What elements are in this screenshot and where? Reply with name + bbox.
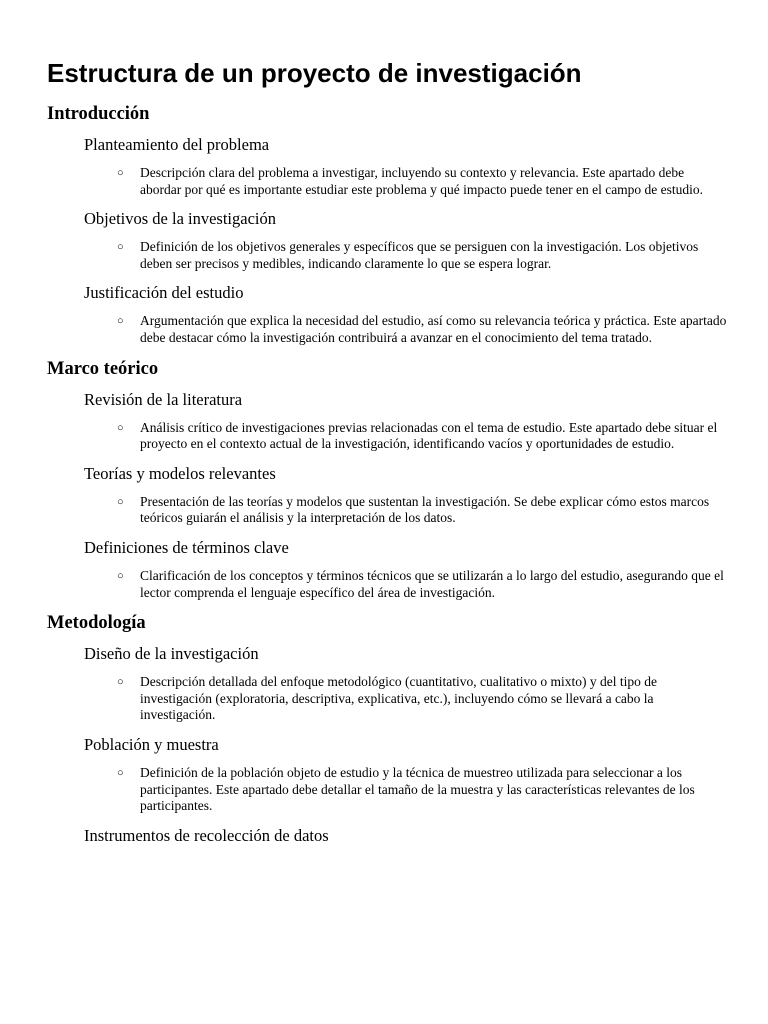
hollow-circle-bullet-icon: ○ (117, 676, 124, 689)
bullet-list (84, 494, 728, 527)
list-item (117, 165, 728, 198)
list-item-text: Definición de los objetivos generales y específicos que se persiguen con la investigación. Los objetivos deben ser precisos y medibles, indicando claramente lo que se espera lograr. (140, 239, 699, 271)
section-heading: Metodología (47, 613, 146, 634)
list-item (117, 493, 728, 527)
section-introduccion (47, 102, 728, 347)
subsection-revision-literatura (84, 389, 728, 453)
subsection-heading: Justificación del estudio (84, 283, 244, 303)
subsection-poblacion-muestra (84, 734, 728, 815)
subsection-heading: Instrumentos de recolección de datos (84, 825, 329, 845)
subsection-heading: Teorías y modelos relevantes (84, 463, 276, 483)
bullet-list (84, 568, 728, 601)
list-item-text: Descripción detallada del enfoque metodológico (cuantitativo, cualitativo o mixto) y del tipo de investigación (exploratoria, descriptiva, explicativa, etc.), incluyendo cómo se llevará a cabo la investigación. (140, 674, 657, 723)
hollow-circle-bullet-icon: ○ (117, 421, 124, 434)
subsection-planteamiento (84, 134, 728, 198)
subsection-heading: Población y muestra (84, 734, 219, 754)
hollow-circle-bullet-icon: ○ (117, 167, 124, 179)
bullet-list (84, 313, 728, 346)
list-item (117, 674, 728, 724)
subsection-heading: Objetivos de la investigación (84, 209, 276, 229)
section-metodologia (47, 611, 728, 847)
list-item (117, 313, 728, 346)
subsection-instrumentos (84, 825, 728, 847)
list-item (117, 764, 728, 815)
subsection-heading: Definiciones de términos clave (84, 537, 289, 557)
subsection-heading: Revisión de la literatura (84, 389, 243, 409)
subsection-heading: Planteamiento del problema (84, 135, 270, 154)
bullet-list (84, 165, 728, 198)
subsection-diseno (84, 643, 728, 724)
bullet-list (84, 420, 728, 453)
hollow-circle-bullet-icon: ○ (117, 241, 124, 254)
subsection-heading: Diseño de la investigación (84, 644, 259, 664)
list-item (117, 419, 728, 453)
list-item (117, 567, 728, 601)
hollow-circle-bullet-icon: ○ (117, 766, 124, 779)
subsection-objetivos (84, 208, 728, 272)
bullet-list (84, 674, 728, 724)
bullet-list (84, 765, 728, 815)
hollow-circle-bullet-icon: ○ (117, 495, 124, 508)
section-marco-teorico (47, 357, 728, 602)
section-heading: Marco teórico (47, 358, 159, 379)
list-item-text: Definición de la población objeto de estudio y la técnica de muestreo utilizada para seleccionar a los participantes. Este apartado debe detallar el tamaño de la muestra y las características relevantes de los participantes. (140, 764, 695, 814)
list-item-text: Argumentación que explica la necesidad del estudio, así como su relevancia teórica y práctica. Este apartado debe destacar cómo la investigación contribuirá a avanzar en el conocimiento del tema tratado. (140, 313, 727, 345)
list-item (117, 239, 728, 272)
list-item-text: Presentación de las teorías y modelos que sustentan la investigación. Se debe explicar cómo estos marcos teóricos guiarán el análisis y la interpretación de los datos. (140, 493, 710, 526)
document-title: Estructura de un proyecto de investigación (47, 58, 582, 88)
hollow-circle-bullet-icon: ○ (117, 315, 124, 328)
bullet-list (84, 239, 728, 272)
list-item-text: Análisis crítico de investigaciones previas relacionadas con el tema de estudio. Este apartado debe situar el proyecto en el contexto actual de la investigación, identificando vacíos y oportunidades de estudio. (140, 419, 718, 452)
subsection-definiciones (84, 537, 728, 601)
list-item-text: Descripción clara del problema a investigar, incluyendo su contexto y relevancia. Este apartado debe abordar por qué es importante estudiar este problema y qué impacto puede tener en el campo de estudio. (140, 165, 704, 197)
hollow-circle-bullet-icon: ○ (117, 569, 124, 582)
list-item-text: Clarificación de los conceptos y términos técnicos que se utilizarán a lo largo del estudio, asegurando que el lector comprenda el lenguaje específico del área de investigación. (140, 567, 724, 600)
subsection-justificacion (84, 282, 728, 346)
section-heading: Introducción (47, 104, 150, 124)
subsection-teorias-modelos (84, 463, 728, 527)
